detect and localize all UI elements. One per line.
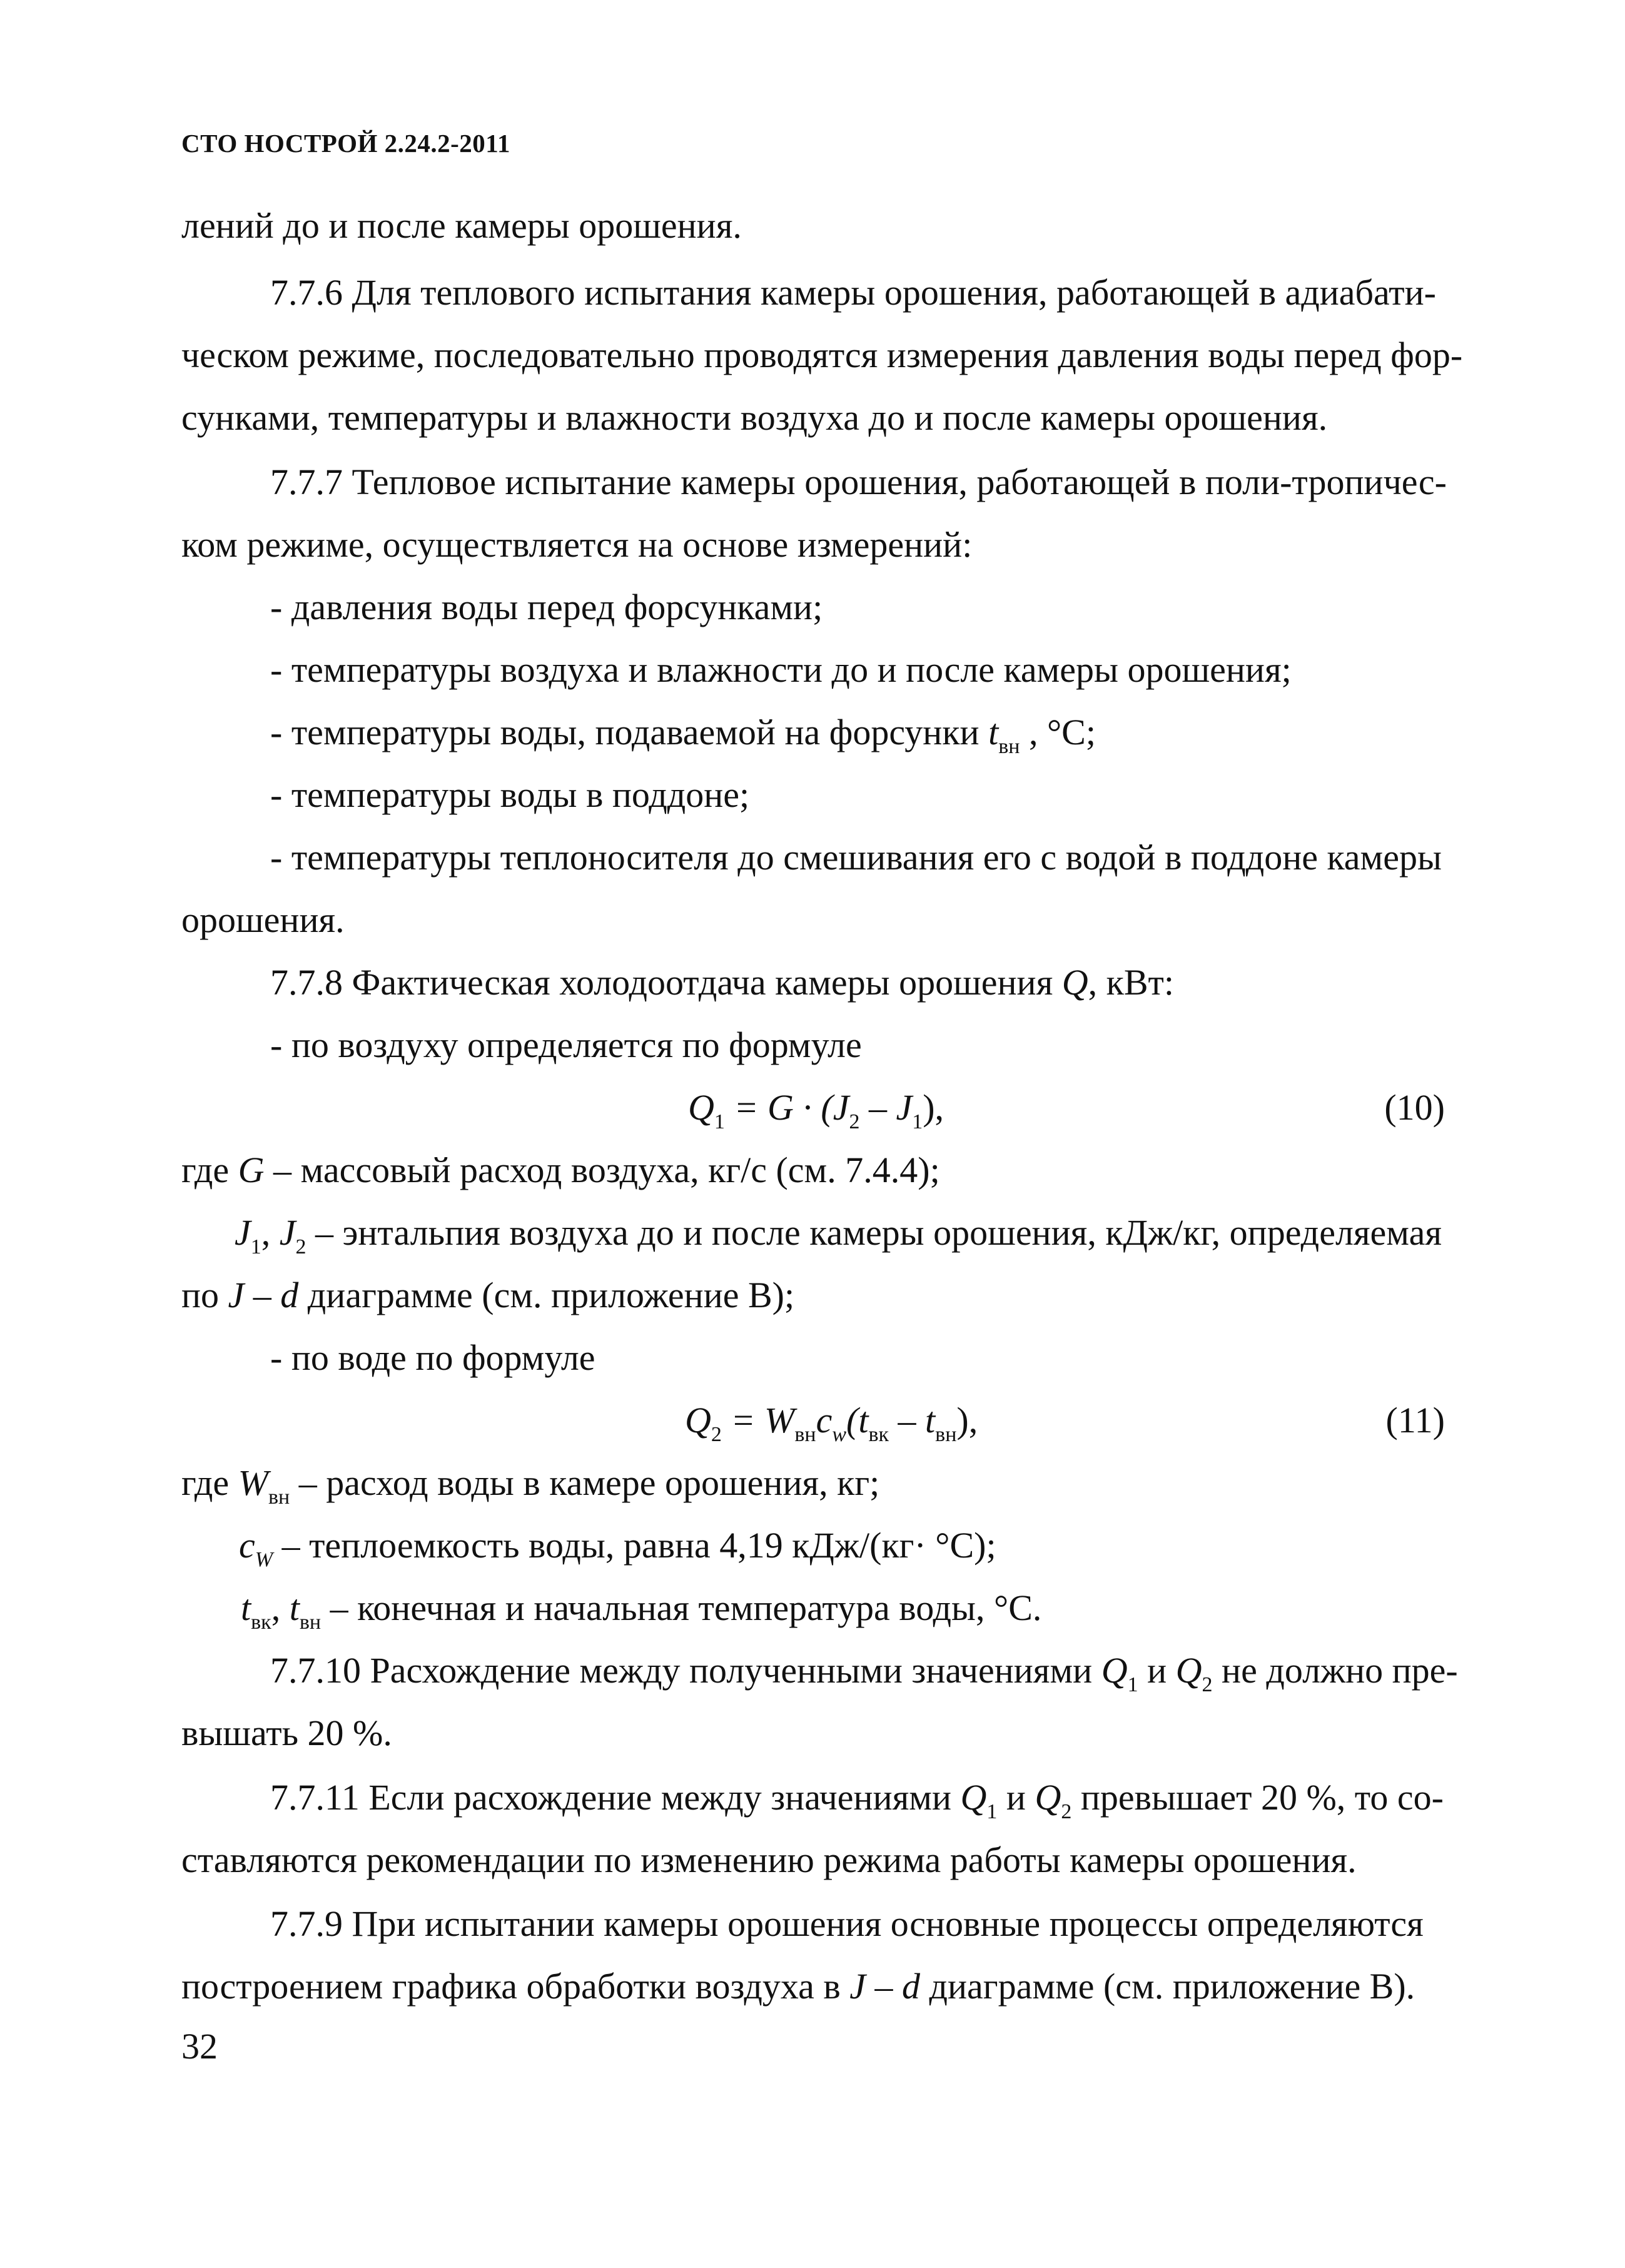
text-line: лений до и после камеры орошения.: [181, 205, 742, 246]
text-line: орошения.: [181, 899, 345, 940]
text-line: ческом режиме, последовательно проводятся измерения давления воды перед фор-: [181, 335, 1463, 375]
text-line: где G – массовый расход воздуха, кг/с (см. 7.4.4);: [181, 1150, 940, 1190]
text-line: $c_W$ – теплоемкость воды, равна 4,19 кДж/(кг· °С);: [239, 1525, 996, 1571]
text-line: где $W_{вн}$ – расход воды в камере орошения, кг;: [181, 1462, 880, 1509]
equation-10: $Q_1 = G \cdot (J_2 - J_1)$,: [688, 1087, 944, 1133]
paragraph-7-7-6: 7.7.6 Для теплового испытания камеры орошения, работающей в адиабати-: [270, 272, 1436, 313]
equation-number: (10): [1384, 1087, 1445, 1128]
paragraph-7-7-9: 7.7.9 При испытании камеры орошения основные процессы определяются: [270, 1903, 1424, 1944]
paragraph-7-7-8: 7.7.8 Фактическая холодоотдача камеры орошения Q, кВт:: [270, 962, 1174, 1003]
list-item: - по воде по формуле: [270, 1337, 595, 1378]
list-item: - температуры воды, подаваемой на форсунки $t_{вн}$ , °С;: [270, 712, 1096, 758]
page-number: 32: [181, 2026, 218, 2067]
text-line: сунками, температуры и влажности воздуха до и после камеры орошения.: [181, 397, 1328, 438]
text-line: ком режиме, осуществляется на основе измерений:: [181, 524, 973, 565]
list-item: - давления воды перед форсунками;: [270, 587, 823, 627]
list-item: - температуры воды в поддоне;: [270, 774, 750, 815]
text-line: построением графика обработки воздуха в J – d диаграмме (см. приложение В).: [181, 1966, 1415, 2007]
text-line: ставляются рекомендации по изменению режима работы камеры орошения.: [181, 1840, 1357, 1880]
paragraph-7-7-10: 7.7.10 Расхождение между полученными значениями $Q_1$ и $Q_2$ не должно пре-: [270, 1650, 1458, 1696]
list-item: - температуры воздуха и влажности до и после камеры орошения;: [270, 649, 1292, 690]
text-line: по J – d диаграмме (см. приложение В);: [181, 1275, 795, 1315]
paragraph-7-7-7: 7.7.7 Тепловое испытание камеры орошения, работающей в поли-тропичес-: [270, 462, 1447, 502]
document-header: СТО НОСТРОЙ 2.24.2-2011: [181, 129, 511, 158]
text-line: $J_1$, $J_2$ – энтальпия воздуха до и после камеры орошения, кДж/кг, определяемая: [235, 1212, 1442, 1258]
list-item: - по воздуху определяется по формуле: [270, 1025, 862, 1065]
list-item: - температуры теплоносителя до смешивания его с водой в поддоне камеры: [270, 837, 1442, 878]
equation-number: (11): [1385, 1400, 1445, 1440]
paragraph-7-7-11: 7.7.11 Если расхождение между значениями $Q_1$ и $Q_2$ превышает 20 %, то со-: [270, 1777, 1444, 1823]
equation-11: $Q_2 = W_{вн}c_w(t_{вк} - t_{вн})$,: [685, 1400, 978, 1446]
text-line: вышать 20 %.: [181, 1713, 392, 1753]
text-line: $t_{вк}$, $t_{вн}$ – конечная и начальная температура воды, °С.: [241, 1587, 1042, 1634]
